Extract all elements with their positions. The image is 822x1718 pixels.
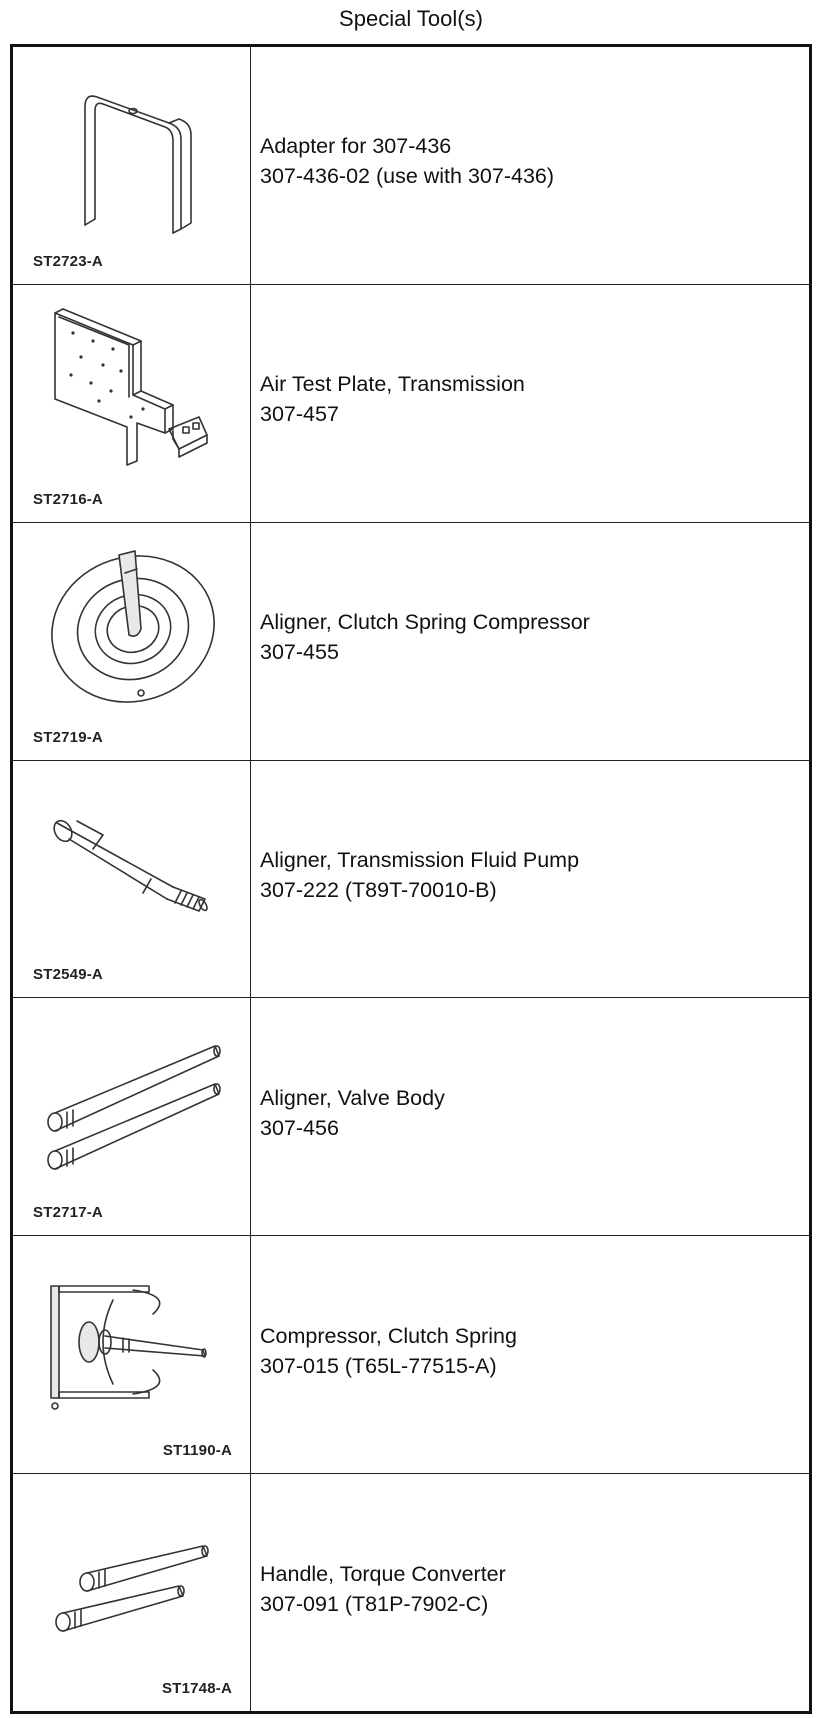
tool-image-cell [13,47,251,284]
air-test-plate-icon [33,305,228,475]
tool-name: Aligner, Clutch Spring Compressor [260,610,590,635]
tool-description [251,285,809,522]
tool-row [13,1236,809,1474]
tool-illustration-code: ST2716-A [33,490,103,508]
tool-name: Compressor, Clutch Spring [260,1323,517,1348]
tool-number: 307-222 (T89T-70010-B) [260,878,497,902]
tool-number: 307-455 [260,640,339,665]
tool-row [13,285,809,523]
clutch-spring-compressor-icon [33,1256,228,1426]
tool-number: 307-436-02 (use with 307-436) [260,164,555,189]
tool-description [251,47,809,284]
tool-row [13,523,809,761]
tool-illustration-code: ST2719-A [33,728,103,746]
tool-image-cell [13,1474,251,1711]
tool-name: Adapter for 307-436 [260,134,452,159]
tool-name: Handle, Torque Converter [260,1561,506,1586]
tool-image-cell [13,761,251,998]
tool-image-cell [13,285,251,522]
tool-row [13,761,809,999]
tool-illustration-code: ST2717-A [33,1204,103,1222]
tool-description [251,1236,809,1473]
tool-description [251,998,809,1235]
valve-body-aligner-rods-icon [33,1018,228,1188]
tool-image-cell [13,1236,251,1473]
tool-number: 307-091 (T81P-7902-C) [260,1591,489,1616]
tool-row [13,47,809,285]
tool-name: Aligner, Valve Body [260,1085,445,1110]
tool-name: Air Test Plate, Transmission [260,372,525,397]
tool-description [251,1474,809,1711]
u-bracket-adapter-icon [33,67,228,237]
torque-converter-handles-icon [33,1494,228,1664]
tool-image-cell [13,998,251,1235]
pump-aligner-shaft-icon [33,781,228,951]
tool-number: 307-457 [260,402,339,427]
tool-number: 307-015 (T65L-77515-A) [260,1353,497,1378]
tool-name: Aligner, Transmission Fluid Pump [260,848,580,872]
slotted-disc-aligner-icon [33,543,228,713]
tool-illustration-code: ST1190-A [162,1442,232,1460]
tool-illustration-code: ST1748-A [162,1680,232,1698]
page-title: Special Tool(s) [339,6,483,31]
tool-description [251,523,809,760]
tool-illustration-code: ST2723-A [33,252,103,270]
special-tools-table [10,44,812,1714]
tool-illustration-code: ST2549-A [33,966,103,984]
tool-row [13,998,809,1236]
tool-image-cell [13,523,251,760]
tool-row [13,1474,809,1711]
tool-number: 307-456 [260,1115,339,1140]
tool-description [251,761,809,998]
